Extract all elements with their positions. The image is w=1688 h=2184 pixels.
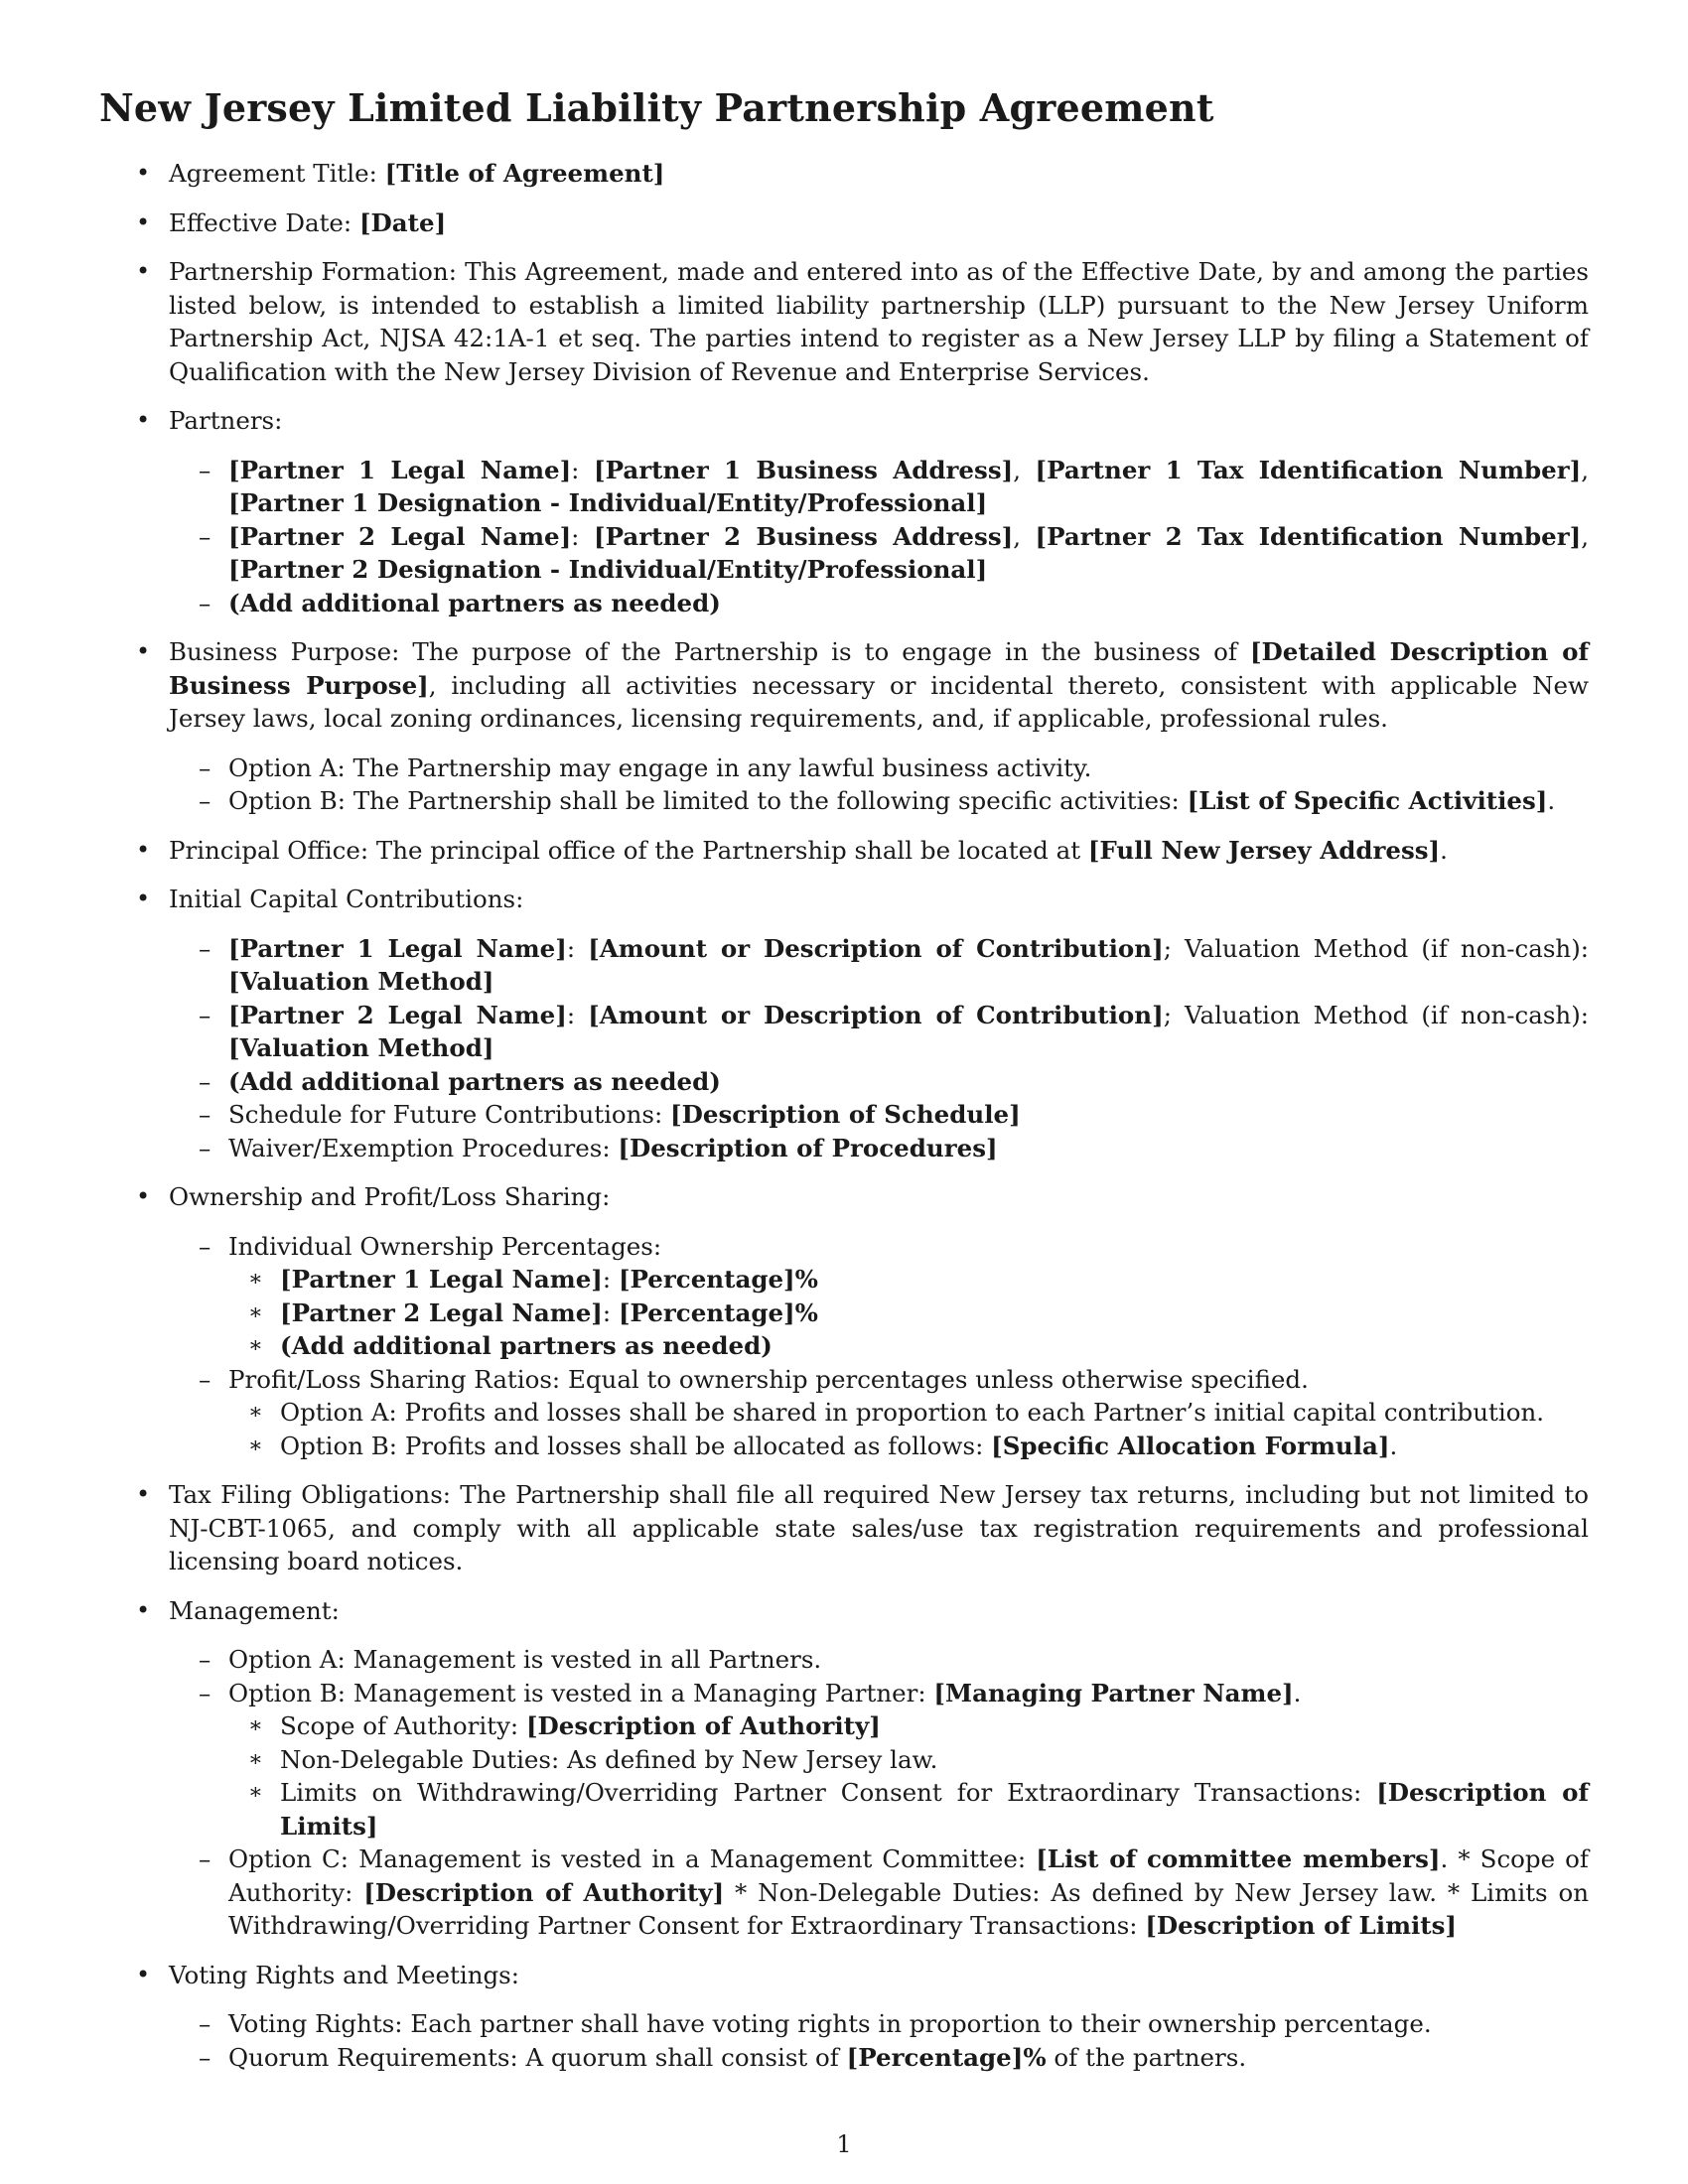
voting-item: • Voting Rights and Meetings: – Voting Rights: Each partner shall have voting rights in proportion to their ownership percentage. – Quorum Requirements: A quorum shall consist of [Percentage]% of the partners. bbox=[99, 1959, 1589, 2075]
capital-partner-2: – [Partner 2 Legal Name]: [Amount or Description of Contribution]; Valuation Method (if non-cash): [Valuation Method] bbox=[99, 999, 1589, 1065]
management-nondelegable: ∗ Non-Delegable Duties: As defined by New Jersey law. bbox=[99, 1743, 1589, 1777]
section-list bbox=[99, 157, 1589, 2074]
partner-2-entry: – [Partner 2 Legal Name]: [Partner 2 Business Address], [Partner 2 Tax Identification Number], [Partner 2 Designation - Individual/Entity/Professional] bbox=[99, 520, 1589, 587]
capital-contributions-item: • Initial Capital Contributions: – [Partner 1 Legal Name]: [Amount or Description of Contribution]; Valuation Method (if non-cash): [Valuation Method] – [Partner 2 Legal Name]: [Amount or Description of Contribution]; Valuation Method (if non-cash): [Valuation Method] – (Add additional partners as needed) – Schedule for Future Contributions: [Description of Schedule] – Waiver/Exemption Procedures: [Description of Procedures] bbox=[99, 883, 1589, 1164]
principal-office-item: • Principal Office: The principal office of the Partnership shall be located at [Full New Jersey Address]. bbox=[99, 834, 1589, 868]
management-option-b: – Option B: Management is vested in a Managing Partner: [Managing Partner Name]. ∗ Scope of Authority: [Description of Authority] ∗ Non-Delegable Duties: As defined by New Jersey law. ∗ Limits on Withdrawing/Overriding Partner Consent for Extraordinary Transactions: [Description of Limits] bbox=[99, 1677, 1589, 1843]
page-number: 1 bbox=[836, 2130, 852, 2158]
management-item: • Management: – Option A: Management is vested in all Partners. – Option B: Management is vested in a Managing Partner: [Managing Partner Name]. ∗ Scope of Authority: [Description of Authority] ∗ Non-Delegable Duties: As defined by New Jersey law. ∗ Limits on Withdrawing/Overriding Partner Consent for Extraordinary Transactions: [Description of Limits] – Option C: Management is vested in a Management Committee: [List of committee members]. * Scope of Authority: [Description of Authority] * Non-Delegable Duties: As defined by New Jersey law. * Limits on Withdrawing/Overriding Partner Consent for Extraordinary Transactions: [Description of Limits] bbox=[99, 1594, 1589, 1943]
tax-filing-item: • Tax Filing Obligations: The Partnership shall file all required New Jersey tax returns, including but not limited to NJ-CBT-1065, and comply with all applicable state sales/use tax registration requirements and professional licensing board notices. bbox=[99, 1478, 1589, 1578]
ownership-individual: – Individual Ownership Percentages: ∗ [Partner 1 Legal Name]: [Percentage]% ∗ [Partner 2 Legal Name]: [Percentage]% ∗ (Add additional partners as needed) bbox=[99, 1230, 1589, 1363]
ratios-option-a: ∗ Option A: Profits and losses shall be shared in proportion to each Partner’s initial capital contribution. bbox=[99, 1396, 1589, 1430]
ratios-option-b: ∗ Option B: Profits and losses shall be allocated as follows: [Specific Allocation Formula]. bbox=[99, 1430, 1589, 1463]
management-limits: ∗ Limits on Withdrawing/Overriding Partner Consent for Extraordinary Transactions: [Description of Limits] bbox=[99, 1776, 1589, 1843]
business-purpose-item: • Business Purpose: The purpose of the Partnership is to engage in the business of [Detailed Description of Business Purpose], including all activities necessary or incidental thereto, consistent with applicable New Jersey laws, local zoning ordinances, licensing requirements, and, if applicable, professional rules. – Option A: The Partnership may engage in any lawful business activity. – Option B: The Partnership shall be limited to the following specific activities: [List of Specific Activities]. bbox=[99, 635, 1589, 818]
ownership-item: • Ownership and Profit/Loss Sharing: – Individual Ownership Percentages: ∗ [Partner 1 Legal Name]: [Percentage]% ∗ [Partner 2 Legal Name]: [Percentage]% ∗ (Add additional partners as needed) – Profit/Loss Sharing Ratios: Equal to ownership percentages unless otherwise specified. ∗ Option A: Profits and losses shall be shared in proportion to each Partner’s initial capital contribution. ∗ Option B: Profits and losses shall be allocated as follows: [Specific Allocation Formula]. bbox=[99, 1180, 1589, 1462]
purpose-option-a: – Option A: The Partnership may engage in any lawful business activity. bbox=[99, 751, 1589, 785]
management-option-c: – Option C: Management is vested in a Management Committee: [List of committee members]. * Scope of Authority: [Description of Authority] * Non-Delegable Duties: As defined by New Jersey law. * Limits on Withdrawing/Overriding Partner Consent for Extraordinary Transactions: [Description of Limits] bbox=[99, 1843, 1589, 1943]
capital-schedule: – Schedule for Future Contributions: [Description of Schedule] bbox=[99, 1098, 1589, 1132]
ownership-add-more: ∗ (Add additional partners as needed) bbox=[99, 1329, 1589, 1363]
management-option-a: – Option A: Management is vested in all Partners. bbox=[99, 1643, 1589, 1677]
ownership-partner-2: ∗ [Partner 2 Legal Name]: [Percentage]% bbox=[99, 1297, 1589, 1330]
effective-date-item: • Effective Date: [Date] bbox=[99, 206, 1589, 240]
capital-waiver: – Waiver/Exemption Procedures: [Description of Procedures] bbox=[99, 1132, 1589, 1165]
partners-add-more: – (Add additional partners as needed) bbox=[99, 587, 1589, 620]
agreement-title-item: • Agreement Title: [Title of Agreement] bbox=[99, 157, 1589, 191]
capital-add-more: – (Add additional partners as needed) bbox=[99, 1065, 1589, 1099]
capital-partner-1: – [Partner 1 Legal Name]: [Amount or Description of Contribution]; Valuation Method (if non-cash): [Valuation Method] bbox=[99, 932, 1589, 999]
partner-1-entry: – [Partner 1 Legal Name]: [Partner 1 Business Address], [Partner 1 Tax Identification Number], [Partner 1 Designation - Individual/Entity/Professional] bbox=[99, 454, 1589, 520]
quorum-requirements: – Quorum Requirements: A quorum shall consist of [Percentage]% of the partners. bbox=[99, 2041, 1589, 2075]
effective-date-placeholder: [Date] bbox=[358, 207, 447, 237]
ownership-ratios: – Profit/Loss Sharing Ratios: Equal to ownership percentages unless otherwise specified. ∗ Option A: Profits and losses shall be shared in proportion to each Partner’s initial capital contribution. ∗ Option B: Profits and losses shall be allocated as follows: [Specific Allocation Formula]. bbox=[99, 1363, 1589, 1463]
ownership-partner-1: ∗ [Partner 1 Legal Name]: [Percentage]% bbox=[99, 1263, 1589, 1297]
formation-item: • Partnership Formation: This Agreement, made and entered into as of the Effective Date, by and among the parties listed below, is intended to establish a limited liability partnership (LLP) pursuant to the New Jersey Uniform Partnership Act, NJSA 42:1A-1 et seq. The parties intend to register as a New Jersey LLP by filing a Statement of Qualification with the New Jersey Division of Revenue and Enterprise Services. bbox=[99, 255, 1589, 388]
purpose-option-b: – Option B: The Partnership shall be limited to the following specific activities: [List of Specific Activities]. bbox=[99, 784, 1589, 818]
management-scope: ∗ Scope of Authority: [Description of Authority] bbox=[99, 1709, 1589, 1743]
document-body bbox=[99, 157, 1589, 2090]
voting-rights: – Voting Rights: Each partner shall have voting rights in proportion to their ownership percentage. bbox=[99, 2007, 1589, 2041]
partners-item: • Partners: – [Partner 1 Legal Name]: [Partner 1 Business Address], [Partner 1 Tax Identification Number], [Partner 1 Designation - Individual/Entity/Professional] – [Partner 2 Legal Name]: [Partner 2 Business Address], [Partner 2 Tax Identification Number], [Partner 2 Designation - Individual/Entity/Professional] – (Add additional partners as needed) bbox=[99, 404, 1589, 619]
agreement-title-placeholder: [Title of Agreement] bbox=[384, 159, 665, 188]
document-title: New Jersey Limited Liability Partnership Agreement bbox=[99, 85, 1214, 130]
